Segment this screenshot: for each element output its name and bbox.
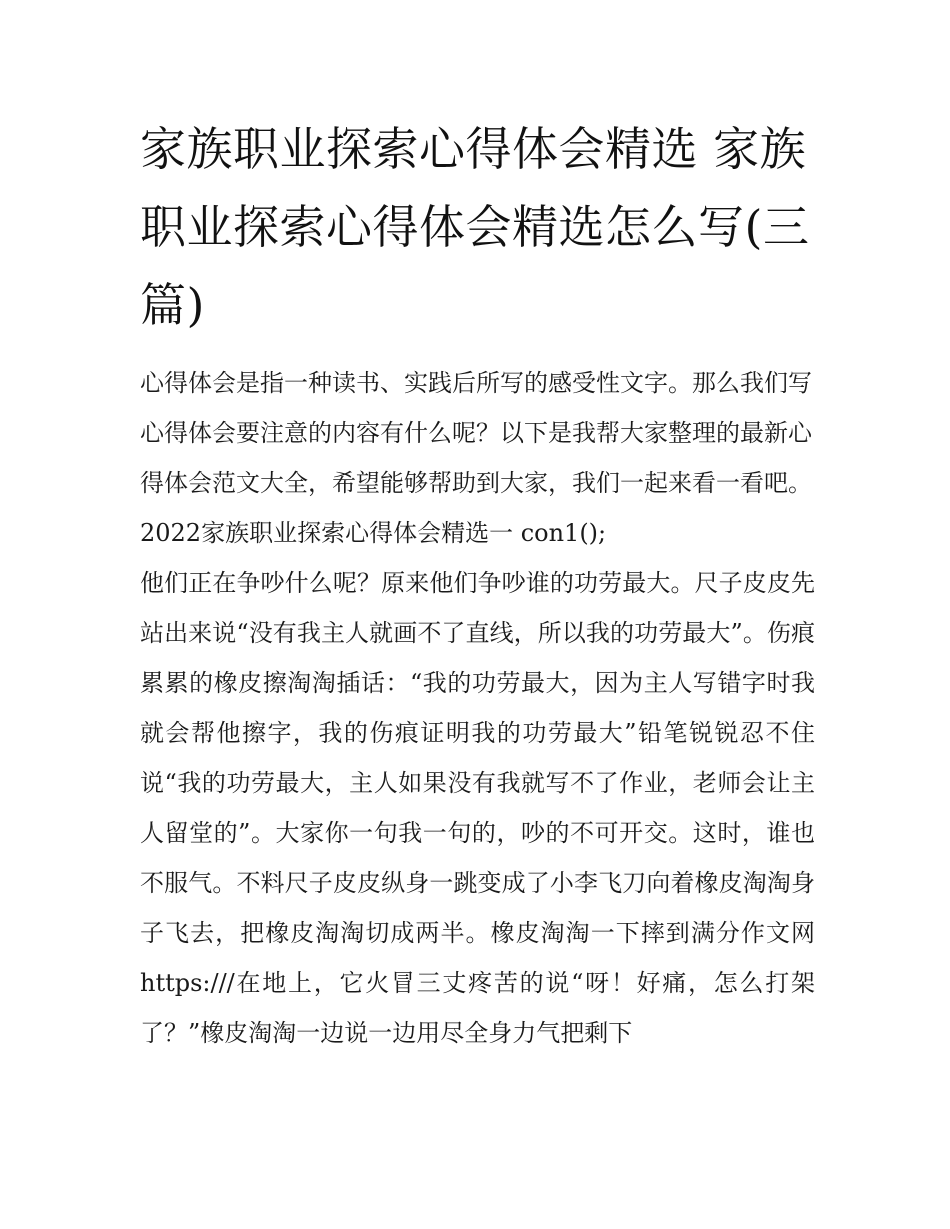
document-title: 家族职业探索心得体会精选 家族职业探索心得体会精选怎么写(三篇) bbox=[140, 122, 810, 332]
document-body bbox=[140, 110, 815, 1058]
story-paragraph: 他们正在争吵什么呢？原来他们争吵谁的功劳最大。尺子皮皮先站出来说“没有我主人就画不了直线，所以我的功劳最大”。伤痕累累的橡皮擦淘淘插话：“我的功劳最大，因为主人写错字时我就会帮他擦字，我的伤痕证明我的功劳最大”铅笔锐锐忍不住说“我的功劳最大，主人如果没有我就写不了作业，老师会让主人留堂的”。大家你一句我一句的，吵的不可开交。这时，谁也不服气。不料尺子皮皮纵身一跳变成了小李飞刀向着橡皮淘淘身子飞去，把橡皮淘淘切成两半。橡皮淘淘一下摔到满分作文网 https:///在地上，它火冒三丈疼苦的说“呀！好痛，怎么打架了？”橡皮淘淘一边说一边用尽全身力气把剩下 bbox=[140, 569, 815, 1047]
intro-paragraph: 心得体会是指一种读书、实践后所写的感受性文字。那么我们写心得体会要注意的内容有什么呢？以下是我帮大家整理的最新心得体会范文大全，希望能够帮助到大家，我们一起来看一看吧。 bbox=[140, 369, 812, 497]
section-heading: 2022家族职业探索心得体会精选一 con1(); bbox=[140, 519, 607, 547]
